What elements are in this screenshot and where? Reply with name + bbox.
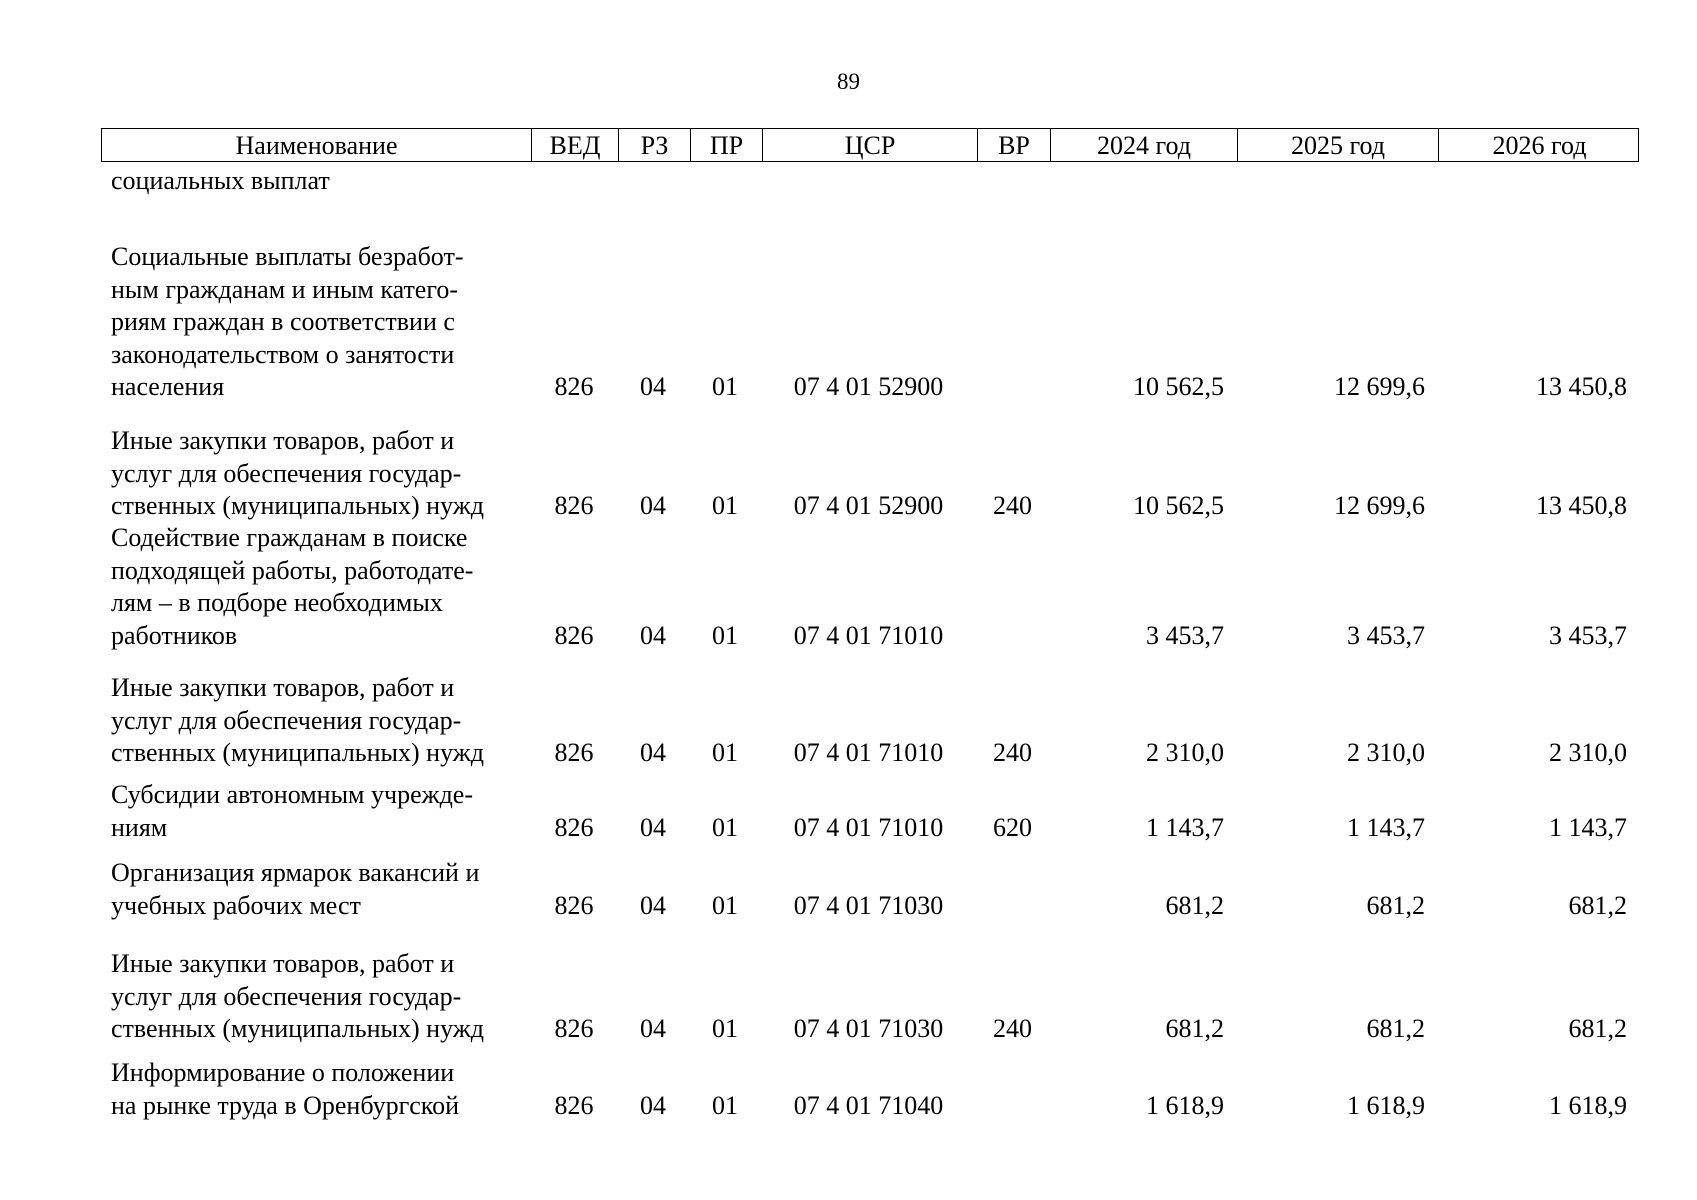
cell-2024: 2 310,0 bbox=[1146, 738, 1224, 768]
cell-2025: 2 310,0 bbox=[1347, 738, 1425, 768]
cell-2025: 1 143,7 bbox=[1347, 812, 1425, 842]
cell-2025: 12 699,6 bbox=[1334, 491, 1425, 521]
row-name: Содействие гражданам в поиске подходящей работы, работодате- лям – в подборе необходимых работников bbox=[111, 523, 474, 650]
cell-rz: 04 bbox=[640, 1090, 666, 1120]
cell-2026: 681,2 bbox=[1568, 890, 1627, 920]
cell-csr: 07 4 01 52900 bbox=[793, 372, 944, 402]
cell-ved: 826 bbox=[554, 738, 594, 768]
cell-csr: 07 4 01 52900 bbox=[793, 491, 944, 521]
continuation-text: социальных выплат bbox=[111, 166, 330, 195]
cell-rz: 04 bbox=[640, 491, 666, 521]
cell-2025: 12 699,6 bbox=[1334, 372, 1425, 402]
cell-2024: 681,2 bbox=[1165, 1014, 1224, 1044]
cell-2026: 1 618,9 bbox=[1549, 1090, 1627, 1120]
cell-2025: 3 453,7 bbox=[1347, 620, 1425, 650]
header-rz: РЗ bbox=[618, 129, 690, 161]
cell-ved: 826 bbox=[554, 491, 594, 521]
header-ved: ВЕД bbox=[531, 129, 618, 161]
cell-pr: 01 bbox=[712, 812, 738, 842]
cell-rz: 04 bbox=[640, 372, 666, 402]
cell-rz: 04 bbox=[640, 1014, 666, 1044]
row-name: Социальные выплаты безработ- ным гражданам и иным катего- риям граждан в соответствии с законодательством о занятости населения bbox=[111, 242, 464, 402]
cell-2024: 3 453,7 bbox=[1146, 620, 1224, 650]
cell-2025: 681,2 bbox=[1366, 890, 1425, 920]
row-name: Организация ярмарок вакансий и учебных рабочих мест bbox=[111, 858, 480, 920]
cell-csr: 07 4 01 71040 bbox=[793, 1090, 944, 1120]
cell-pr: 01 bbox=[712, 372, 738, 402]
cell-2024: 10 562,5 bbox=[1133, 491, 1224, 521]
cell-2024: 1 143,7 bbox=[1146, 812, 1224, 842]
cell-pr: 01 bbox=[712, 1090, 738, 1120]
cell-2026: 681,2 bbox=[1568, 1014, 1627, 1044]
header-2024: 2024 год bbox=[1050, 129, 1237, 161]
header-csr: ЦСР bbox=[762, 129, 977, 161]
cell-rz: 04 bbox=[640, 738, 666, 768]
cell-2026: 13 450,8 bbox=[1536, 372, 1627, 402]
cell-rz: 04 bbox=[640, 620, 666, 650]
cell-ved: 826 bbox=[554, 890, 594, 920]
cell-pr: 01 bbox=[712, 738, 738, 768]
cell-csr: 07 4 01 71010 bbox=[793, 812, 944, 842]
page-number: 89 bbox=[837, 69, 860, 94]
header-name: Наименование bbox=[235, 131, 398, 160]
cell-2026: 2 310,0 bbox=[1549, 738, 1627, 768]
cell-pr: 01 bbox=[712, 1014, 738, 1044]
header-pr: ПР bbox=[690, 129, 762, 161]
cell-rz: 04 bbox=[640, 812, 666, 842]
header-2025: 2025 год bbox=[1237, 129, 1438, 161]
cell-ved: 826 bbox=[554, 812, 594, 842]
cell-pr: 01 bbox=[712, 620, 738, 650]
header-vr: ВР bbox=[977, 129, 1050, 161]
cell-pr: 01 bbox=[712, 491, 738, 521]
table-header-row bbox=[101, 128, 1639, 162]
row-name: Субсидии автономным учрежде- ниям bbox=[111, 780, 473, 842]
cell-vr: 620 bbox=[993, 812, 1032, 842]
header-2026: 2026 год bbox=[1438, 129, 1640, 161]
cell-2026: 1 143,7 bbox=[1549, 812, 1627, 842]
cell-2024: 681,2 bbox=[1165, 890, 1224, 920]
row-name: Иные закупки товаров, работ и услуг для обеспечения государ- ственных (муниципальных) нужд bbox=[111, 949, 484, 1044]
cell-csr: 07 4 01 71030 bbox=[793, 1014, 944, 1044]
cell-csr: 07 4 01 71010 bbox=[793, 620, 944, 650]
cell-2026: 13 450,8 bbox=[1536, 491, 1627, 521]
cell-2024: 10 562,5 bbox=[1133, 372, 1224, 402]
row-name: Иные закупки товаров, работ и услуг для обеспечения государ- ственных (муниципальных) нужд bbox=[111, 426, 484, 521]
cell-2024: 1 618,9 bbox=[1146, 1090, 1224, 1120]
cell-ved: 826 bbox=[554, 620, 594, 650]
cell-vr: 240 bbox=[993, 1014, 1032, 1044]
cell-2025: 681,2 bbox=[1366, 1014, 1425, 1044]
row-name: Иные закупки товаров, работ и услуг для обеспечения государ- ственных (муниципальных) нужд bbox=[111, 673, 484, 768]
cell-2025: 1 618,9 bbox=[1347, 1090, 1425, 1120]
cell-ved: 826 bbox=[554, 1014, 594, 1044]
cell-vr: 240 bbox=[993, 491, 1032, 521]
cell-csr: 07 4 01 71030 bbox=[793, 890, 944, 920]
cell-pr: 01 bbox=[712, 890, 738, 920]
row-name: Информирование о положении на рынке труда в Оренбургской bbox=[111, 1058, 460, 1120]
cell-vr: 240 bbox=[993, 738, 1032, 768]
cell-2026: 3 453,7 bbox=[1549, 620, 1627, 650]
cell-rz: 04 bbox=[640, 890, 666, 920]
cell-ved: 826 bbox=[554, 1090, 594, 1120]
cell-ved: 826 bbox=[554, 372, 594, 402]
cell-csr: 07 4 01 71010 bbox=[793, 738, 944, 768]
